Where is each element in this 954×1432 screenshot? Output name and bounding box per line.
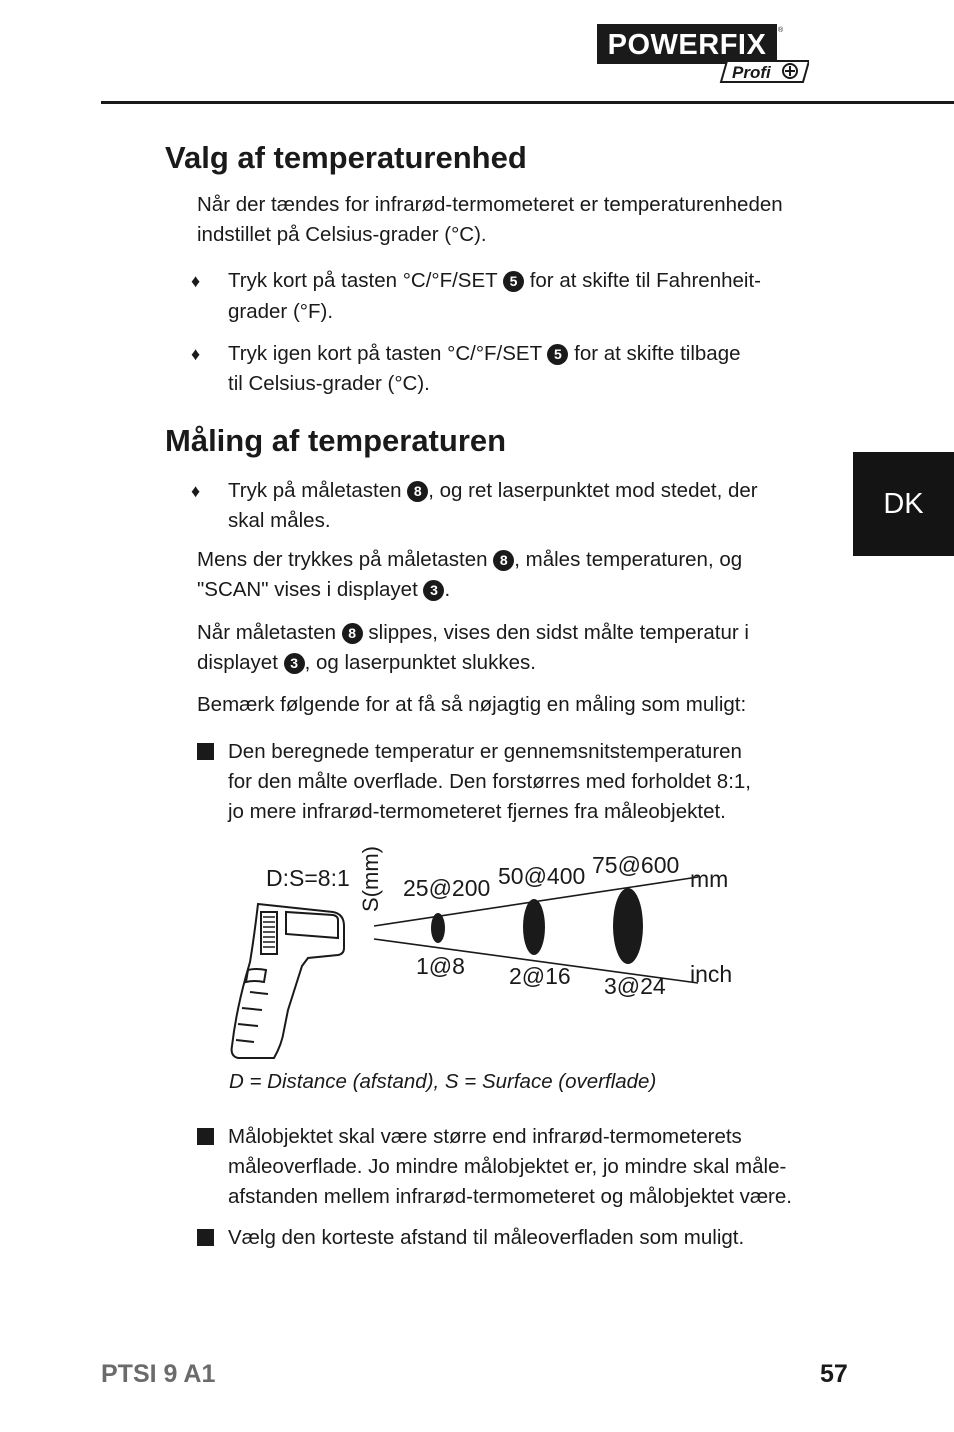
callout-number-icon: 3: [423, 580, 444, 601]
text: .: [444, 578, 451, 601]
para-note: Bemærk følgende for at få så nøjagtig en måling som muligt:: [197, 693, 747, 716]
thermometer-gun-icon: [232, 904, 344, 1058]
figure-caption: D = Distance (afstand), S = Surface (overflade): [229, 1070, 657, 1093]
sq1-line-2: for den målte overflade. Den forstørres med forholdet 8:1,: [228, 770, 752, 793]
header-rule: [101, 101, 954, 104]
text: , og ret laserpunktet mod stedet, der: [428, 479, 758, 502]
para-scan-line-2: [197, 575, 450, 605]
powerfix-logo: [597, 24, 809, 84]
callout-number-icon: 3: [284, 653, 305, 674]
diamond-bullet-icon: ♦: [191, 481, 201, 501]
text: Tryk igen kort på tasten °C/°F/SET: [228, 342, 548, 365]
svg-text:Profi: Profi: [732, 63, 771, 82]
svg-text:®: ®: [778, 27, 784, 34]
inch-label-2: 2@16: [509, 963, 571, 989]
sq1-line-1: Den beregnede temperatur er gennemsnitstemperaturen: [228, 740, 742, 763]
unit-inch: inch: [690, 961, 733, 987]
mm-label-2: 50@400: [498, 863, 586, 889]
callout-number-icon: 8: [493, 550, 514, 571]
unit-mm: mm: [690, 866, 729, 892]
text: displayet: [197, 651, 284, 674]
sq2-line-2: måleoverflade. Jo mindre målobjektet er, jo mindre skal måle-: [228, 1155, 787, 1178]
svg-text:POWERFIX: POWERFIX: [607, 29, 767, 61]
text: Tryk på måletasten: [228, 479, 408, 502]
bullet-celsius-line-1: [228, 339, 741, 369]
text: "SCAN" vises i displayet: [197, 578, 424, 601]
inch-label-3: 3@24: [604, 973, 666, 999]
sq1-line-3: jo mere infrarød-termometeret fjernes fra måleobjektet.: [228, 800, 726, 823]
grip-vents-icon: [263, 917, 275, 947]
bullet-fahrenheit-line-2: grader (°F).: [228, 300, 334, 323]
spot-75mm: [613, 888, 643, 964]
text: Tryk kort på tasten °C/°F/SET: [228, 269, 503, 292]
callout-number-icon: 8: [342, 623, 363, 644]
text: for at skifte tilbage: [568, 342, 741, 365]
heading-temperature-unit: Valg af temperaturenhed: [165, 140, 527, 175]
square-bullet-icon: [197, 1229, 214, 1246]
callout-number-icon: 5: [503, 271, 524, 292]
callout-number-icon: 5: [547, 344, 568, 365]
sq2-line-3: afstanden mellem infrarød-termometeret og målobjektet være.: [228, 1185, 792, 1208]
text: , og laserpunktet slukkes.: [304, 651, 536, 674]
intro-line-1: Når der tændes for infrarød-termometeret er temperaturenheden: [197, 193, 783, 216]
diamond-bullet-icon: ♦: [191, 344, 201, 364]
para-release-line-2: [197, 648, 536, 678]
square-bullet-icon: [197, 743, 214, 760]
language-tab-label: DK: [883, 487, 924, 520]
callout-number-icon: 8: [407, 481, 428, 502]
spot-50mm: [523, 899, 545, 955]
inch-label-1: 1@8: [416, 953, 465, 979]
footer-model: PTSI 9 A1: [101, 1360, 216, 1388]
sq3-line-1: Vælg den korteste afstand til måleoverfladen som muligt.: [228, 1226, 745, 1249]
axis-label: S(mm): [358, 846, 383, 912]
page-number: 57: [820, 1360, 848, 1388]
text: for at skifte til Fahrenheit-: [524, 269, 761, 292]
bullet-celsius-line-2: til Celsius-grader (°C).: [228, 372, 430, 395]
text: Når måletasten: [197, 621, 342, 644]
bullet-measure-line-1: [228, 476, 758, 506]
text: slippes, vises den sidst målte temperatur i: [362, 621, 749, 644]
distance-spot-diagram: [228, 842, 748, 1064]
spot-25mm: [431, 913, 445, 943]
mm-label-3: 75@600: [592, 852, 680, 878]
text: Mens der trykkes på måletasten: [197, 548, 494, 571]
square-bullet-icon: [197, 1128, 214, 1145]
para-release-line-1: [197, 618, 749, 648]
bullet-measure-line-2: skal måles.: [228, 509, 331, 532]
ratio-label: D:S=8:1: [266, 865, 350, 891]
mm-label-1: 25@200: [403, 875, 491, 901]
bullet-fahrenheit-line-1: [228, 266, 761, 296]
diamond-bullet-icon: ♦: [191, 271, 201, 291]
text: , måles temperaturen, og: [514, 548, 743, 571]
sq2-line-1: Målobjektet skal være større end infrarød-termometerets: [228, 1125, 742, 1148]
intro-line-2: indstillet på Celsius-grader (°C).: [197, 223, 487, 246]
para-scan-line-1: [197, 545, 742, 575]
heading-measuring: Måling af temperaturen: [165, 423, 507, 458]
language-tab: [853, 452, 954, 556]
